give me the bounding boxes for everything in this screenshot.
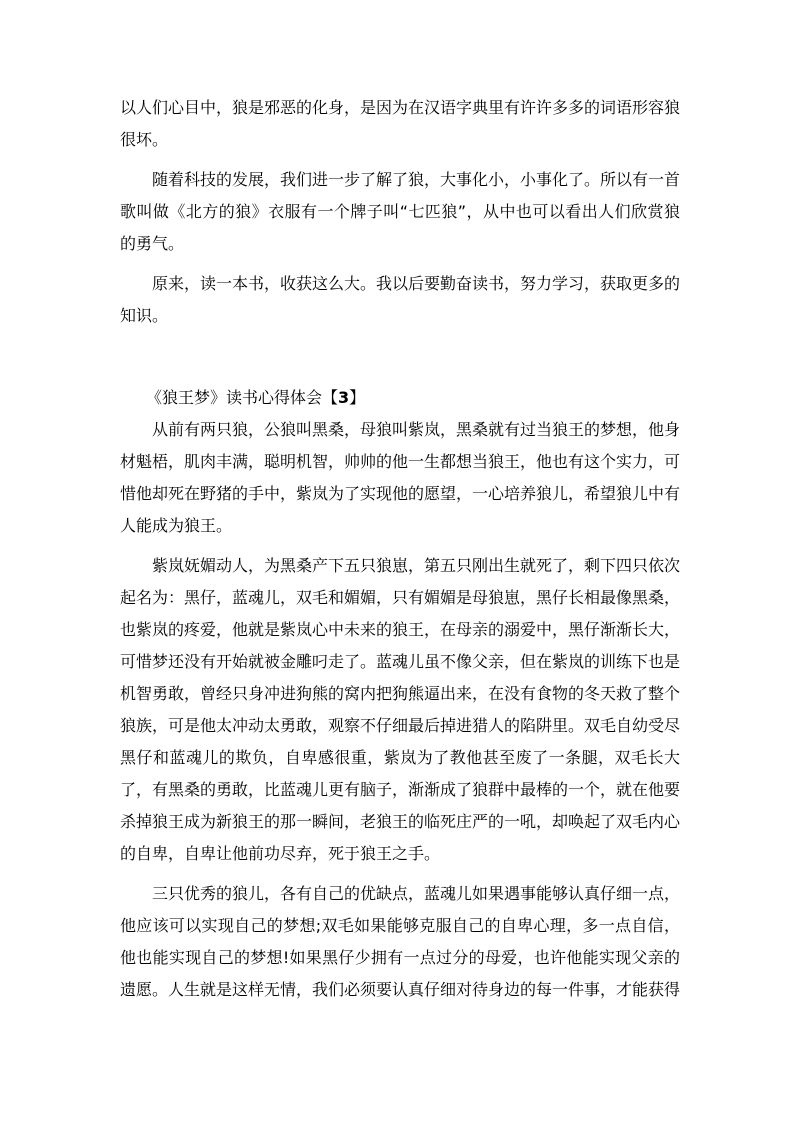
section-paragraph-2: 紫岚妩媚动人，为黑桑产下五只狼崽，第五只刚出生就死了，剩下四只依次起名为：黑仔，蓝魂儿，双毛和媚媚，只有媚媚是母狼崽，黑仔长相最像黑桑，也紫岚的疼爱，他就是紫岚心中未来的狼王，在母亲的溺爱中，黑仔渐渐长大，可惜梦还没有开始就被金雕叼走了。蓝魂儿虽不像父亲，但在紫岚的训练下也是机智勇敢，曾经只身冲进狗熊的窝内把狗熊逼出来，在没有食物的冬天救了整个狼族，可是他太冲动太勇敢，观察不仔细最后掉进猎人的陷阱里。双毛自幼受尽黑仔和蓝魂儿的欺负，自卑感很重，紫岚为了教他甚至废了一条腿，双毛长大了，有黑桑的勇敢，比蓝魂儿更有脑子，渐渐成了狼群中最棒的一个，就在他要杀掉狼王成为新狼王的那一瞬间，老狼王的临死庄严的一吼，却唤起了双毛内心的自卑，自卑让他前功尽弃，死于狼王之手。	[120, 556, 681, 863]
section-paragraph-3: 三只优秀的狼儿，各有自己的优缺点，蓝魂儿如果遇事能够认真仔细一点，他应该可以实现自己的梦想;双毛如果能够克服自己的自卑心理，多一点自信，他也能实现自己的梦想!如果黑仔少拥有一点过分的母爱，也许他能实现父亲的遗愿。人生就是这样无情，我们必须要认真仔细对待身边的每一件事，才能获得	[120, 884, 681, 999]
document-body	[120, 92, 680, 1006]
section-heading-close: 】	[349, 388, 366, 407]
section-heading-title: 《狼王梦》读书心得体会【	[146, 388, 339, 407]
section-heading	[120, 382, 680, 414]
paragraph-3: 原来，读一本书，收获这么大。我以后要勤奋读书，努力学习，获取更多的知识。	[120, 274, 681, 325]
paragraph-1: 以人们心目中，狼是邪恶的化身，是因为在汉语字典里有许许多多的词语形容狼很坏。	[120, 98, 681, 149]
section-heading-number: 3	[338, 388, 350, 407]
paragraph-2: 随着科技的发展，我们进一步了解了狼，大事化小，小事化了。所以有一首歌叫做《北方的狼》衣服有一个牌子叫“七匹狼”，从中也可以看出人们欣赏狼的勇气。	[120, 170, 681, 253]
section-paragraph-1: 从前有两只狼，公狼叫黑桑，母狼叫紫岚，黑桑就有过当狼王的梦想，他身材魁梧，肌肉丰满，聪明机智，帅帅的他一生都想当狼王，他也有这个实力，可惜他却死在野猪的手中，紫岚为了实现他的愿望，一心培养狼儿，希望狼儿中有人能成为狼王。	[120, 420, 681, 535]
